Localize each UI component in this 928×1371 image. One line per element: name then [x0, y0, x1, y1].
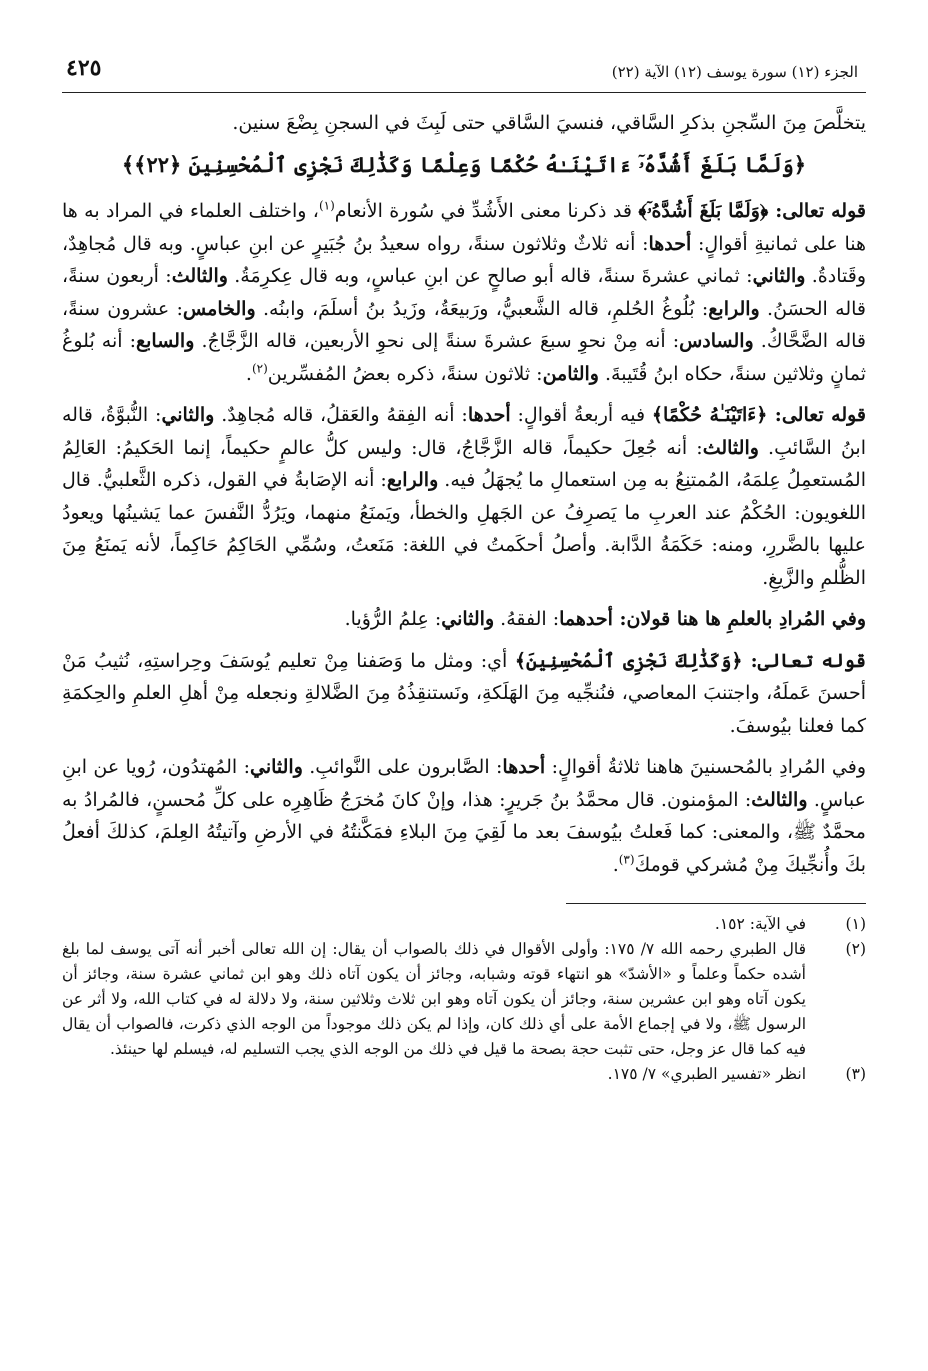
- text-span: وفي المُرادِ بالعلمِ ها هنا قولان:: [612, 608, 866, 630]
- text-span: : النُّبوَّةُ، قاله ابنُ السَّائبِ.: [62, 404, 866, 459]
- verse-quote: ﴿وَكَذَٰلِكَ نَجْزِى ٱلْمُحْسِنِينَ﴾: [514, 649, 743, 672]
- text-span: : أنه ثلاثٌ وثلاثون سنةً، رواه سعيدُ بنُ جُبَيرٍ عن ابنِ عباسٍ. وبه قال مُجاهِدٌ، وقَتادةُ.: [62, 232, 867, 287]
- text-span: .: [612, 853, 619, 876]
- keyword: والثاني: [752, 265, 806, 287]
- keyword: والثاني: [249, 756, 303, 778]
- text-span: ، واختلف العلماء في المراد به ها هنا على ثمانيةِ أقوالٍ:: [62, 200, 866, 255]
- keyword: والثاني: [441, 608, 495, 630]
- footnote-item: [62, 937, 866, 1062]
- keyword: والثالث: [751, 788, 808, 811]
- text-span: : أنه الإصَابةُ في القول، ذكره الثَّعلبيُّ. قال اللغويون: الحُكْمُ عند العربِ ما يَصرِفُ عن الجَهلِ والخطأ، ويَمنَعُ منهما، ويَرُدُّ النَّفسَ عما يَشينُها ويعودُ عليها بالضَّررِ، ومنه: حَكَمَةُ الدَّابة. وأصلُ أحكَمتُ في اللغة: مَنَعتُ، وسُمِّي الحَاكِمُ حَاكِماً، لأنه يَمنَعُ مِنَ الظُّلمِ والزَّيغِ.: [62, 469, 866, 589]
- footnote-number: (٣): [845, 1065, 866, 1083]
- text-span: : أنه جُعِلَ حكيماً، قاله الزَّجَّاجُ، قال: وليس كلُّ عالمٍ حكيماً، إنما الحَكيمُ: العَالِمُ المُستعمِلُ عِلمَهُ، المُمتنِعُ به مِن استعمالِ ما يُجهَلُ فيه.: [62, 436, 866, 491]
- verse-quote: ﴿ءَاتَيْنَـٰهُ حُكْمًا﴾: [651, 404, 768, 426]
- text-span: : عشرون سنةً، قاله الضَّحَّاكُ.: [62, 297, 866, 352]
- text-span: : بُلُوغُ الحُلمِ، قاله الشَّعبيُّ، ورَبيعَةُ، وزَيدُ بنُ أسلَمَ، وابنُه.: [255, 297, 709, 320]
- verse-quote: ﴿وَلَمَّا بَلَغَ أَشُدَّهُۥٓ﴾: [638, 200, 769, 222]
- keyword: أحدهما: [559, 608, 613, 630]
- keyword: والثامن: [542, 362, 599, 385]
- paragraph-ashudd: [62, 195, 866, 390]
- footnote-number: (٢): [845, 940, 866, 958]
- text-span: .: [245, 362, 252, 385]
- text-span: : الفقهُ.: [494, 608, 560, 630]
- keyword: والسابع: [136, 330, 195, 352]
- keyword: والرابع: [386, 469, 439, 491]
- text-span: أي: ومثل ما وَصَفنا مِنْ تعليم يُوسَفَ وحِراستِهِ، نُثيبُ مَنْ أحسنَ عَملَهُ، واجتنبَ المعاصي، فنُنجِّيه مِنَ الهَلَكةِ، ونَستنقِذُهُ مِنَ الضَّلالةِ ونجعله مِنْ أهلِ العلمِ والحِكمَةِ كما فعلنا بيُوسفَ.: [62, 649, 866, 737]
- main-text: [62, 107, 866, 881]
- intro-text: قوله تعالى:: [767, 404, 867, 426]
- text-span: : عِلمُ الرُّؤيا.: [344, 608, 442, 630]
- text-span: : المؤمنون. قال محمَّدُ بنُ جَريرٍ: هذا، وإنْ كانَ مُخرَجُ ظَاهِرِه على كلِّ مُحسنٍ، فالمُرادُ به محمَّدٌ ﷺ، والمعنى: كما فَعلتُ بيُوسفَ بعد ما لَقِيَ مِنَ البلاءِ فمَكَّنتُهُ في الأرضِ وآتيتُهُ العِلمَ، كذلكَ أفعلُ بكَ وأُنجِّيكَ مِنْ مُشركي قومكَ: [62, 788, 866, 876]
- text-span: : الصَّابرون على النَّوائبِ.: [302, 756, 503, 778]
- footnote-number: (١): [845, 915, 866, 933]
- text-span: : ثماني عشرةَ سنةً، قاله أبو صالحٍ عن ابنِ عباسٍ، وبه قال عِكرِمَةُ.: [227, 265, 753, 287]
- footnote-ref[interactable]: (٣): [618, 852, 635, 867]
- text-span: : أربعون سنةً، قاله الحسَنُ.: [62, 265, 866, 320]
- keyword: أحدها: [648, 232, 692, 255]
- quran-verse: ﴿وَلَمَّا بَلَغَ أَشُدَّهُۥٓ ءَاتَيْنَـٰهُ حُكْمًا وَعِلْمًا وَكَذَٰلِكَ نَجْزِى ٱلْمُحْسِنِينَ ﴿٢٢﴾﴾: [121, 151, 807, 177]
- keyword: والسادس: [679, 330, 754, 352]
- paragraph-muhsinin-meaning: [62, 751, 866, 881]
- keyword: والثالث: [702, 436, 759, 459]
- footnote-ref[interactable]: (٢): [251, 361, 268, 376]
- footnote-item: [62, 1062, 866, 1087]
- keyword: والثاني: [161, 404, 215, 426]
- text-span: وفي المُرادِ بالمُحسنينَ هاهنا ثلاثةُ أقوالٍ:: [545, 756, 867, 778]
- keyword: والخامس: [182, 297, 256, 320]
- text-span: قد ذكرنا معنى الأَشُدِّ في سُورة الأنعام: [334, 200, 639, 222]
- page-number: ٤٢٥: [66, 55, 102, 81]
- footnote-text: في الآية: ١٥٢.: [714, 915, 806, 933]
- carry-over-line: يتخلَّصَ مِنَ السِّجنِ بذكرِ السَّاقي، فنسيَ السَّاقي حتى لَبِثَ في السجنِ بِضْعَ سنين.: [232, 112, 866, 134]
- footnote-ref[interactable]: (١): [318, 198, 335, 213]
- footnote-divider: [566, 903, 866, 904]
- intro-text: قوله تعالى:: [768, 200, 866, 222]
- paragraph-muhsinin-reward: [62, 645, 866, 743]
- intro-text: قوله تعالى:: [742, 649, 866, 672]
- keyword: أحدها: [502, 756, 546, 778]
- text-span: : أنه مِنْ نحوِ سبعَ عشرةَ سنةً إلى نحوِ الأربعين، قاله الزَّجَّاجُ.: [194, 330, 680, 352]
- footnote-text: انظر «تفسير الطبري» ٧/ ١٧٥.: [607, 1065, 806, 1083]
- footnote-text: قال الطبري رحمه الله ٧/ ١٧٥: وأولى الأقوال في ذلك بالصواب أن يقال: إن الله تعالى أخبر أنه آتى يوسف لما بلغ أشده حكماً وعلماً و «الأشدّ» هو انتهاء قوته وشبابه، وجائز أن يكون آتاه ذلك وهو ابن ثماني عشرة سنة، وجائز أن يكون آتاه وهو ابن عشرين سنة، وجائز أن يكون آتاه وهو ابن ثلاث وثلاثين سنة، ولا دلالة له في كتاب الله، ولا أثر عن الرسول ﷺ، ولا في إجماع الأمة على أي ذلك كان، وإذا لم يكن ذلك موجوداً من الوجه الذي ذكرت، فالصواب أن يقال فيه كما قال عز وجل، حتى تثبت حجة بصحة ما قيل في ذلك من الوجه الذي يجب التسليم له، فيسلم لها حينئذ.: [62, 940, 807, 1058]
- keyword: والرابع: [708, 297, 760, 320]
- text-span: : أنه الفِقهُ والعَقلُ، قاله مُجاهِدٌ.: [214, 404, 468, 426]
- keyword: أحدها: [467, 404, 511, 426]
- page-header: [62, 52, 866, 93]
- paragraph-ilm: [62, 603, 866, 636]
- text-span: : أنه بُلوغُ ثمانٍ وثلاثين سنةً، حكاه ابنُ قُتَيبةَ.: [62, 330, 866, 385]
- text-span: فيه أربعةُ أقوالٍ:: [510, 404, 652, 426]
- running-title: الجزء (١٢) سورة يوسف (١٢) الآية (٢٢): [611, 63, 858, 81]
- keyword: والثالث: [171, 265, 228, 287]
- paragraph-hukm: [62, 399, 866, 594]
- text-span: : المُهتدُون، رُويا عن ابنِ عباسٍ.: [62, 756, 866, 811]
- text-span: : ثلاثون سنةً، ذكره بعضُ المُفسِّرين: [267, 362, 543, 385]
- footnotes: [62, 912, 866, 1087]
- footnote-item: [62, 912, 866, 937]
